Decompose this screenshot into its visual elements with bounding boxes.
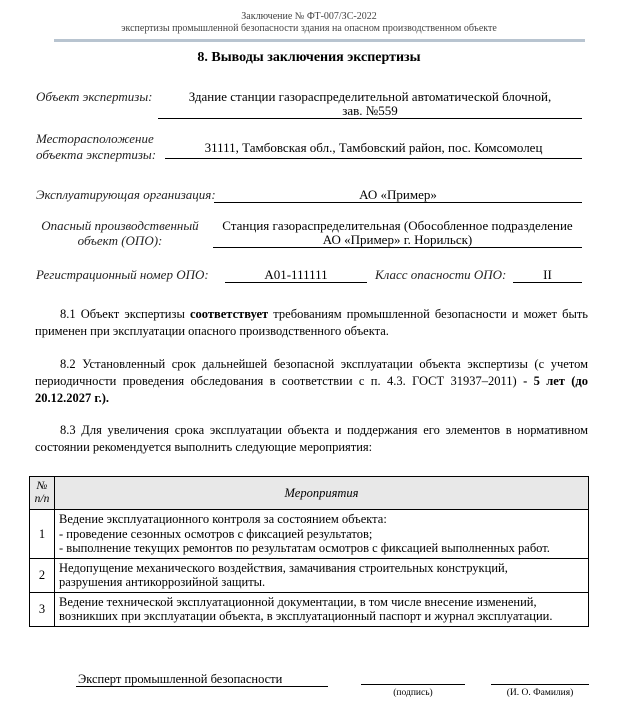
row-number: 3 [30, 592, 55, 626]
hazard-class-label: Класс опасности ОПО: [375, 267, 507, 282]
p1-bold: соответствует [189, 307, 269, 321]
row-text [55, 558, 589, 592]
opo-label-line1: Опасный производственный [41, 218, 199, 233]
document-header-line1: Заключение № ФТ-007/ЗС-2022 [241, 11, 377, 22]
location-label-line1: Месторасположение [36, 131, 154, 146]
row-line: - выполнение текущих ремонтов по результатам осмотров с фиксацией выполненных работ. [59, 541, 550, 555]
object-label: Объект экспертизы: [36, 89, 153, 104]
p2-prefix: 8.2 Установленный срок дальнейшей безопасной эксплуатации объекта экспертизы (с учетом периодичности проведения обследования в соответствии с п. 4.3. ГОСТ 31937–2011) [35, 357, 588, 388]
signature-caption: (подпись) [393, 688, 433, 698]
table-header-row [30, 477, 589, 510]
row-line: возникших при эксплуатации объекта, в эксплуатационный паспорт и журнал эксплуатации. [59, 609, 553, 623]
row-line: Недопущение механического воздействия, замачивания строительных конструкций, [59, 560, 508, 575]
header-divider [54, 39, 585, 42]
p1-suffix: требованиям промышленной безопасности и может быть применен при эксплуатации опасного производственного объекта. [35, 307, 588, 338]
reg-number-value: А01-111111 [225, 267, 367, 283]
object-value-line2: зав. №559 [158, 103, 582, 119]
operator-value: АО «Пример» [214, 187, 582, 203]
row-line: Ведение эксплуатационного контроля за состоянием объекта: [59, 512, 387, 526]
paragraph-8-2 [35, 356, 588, 407]
paragraph-8-3: 8.3 Для увеличения срока эксплуатации объекта и поддержания его элементов в нормативном состоянии рекомендуется выполнить следующие мероприятия: [35, 423, 588, 454]
expert-role: Эксперт промышленной безопасности [78, 672, 283, 686]
row-line: Ведение технической эксплуатационной документации, в том числе внесение изменений, [59, 594, 537, 609]
signature-line [361, 684, 465, 685]
row-text [55, 510, 589, 559]
paragraph-8-1 [35, 306, 588, 340]
reg-number-label: Регистрационный номер ОПО: [36, 267, 209, 282]
object-value-line1: Здание станции газораспределительной автоматической блочной, [188, 89, 552, 104]
hazard-class-value: II [513, 267, 582, 283]
row-number: 1 [30, 510, 55, 559]
row-text [55, 592, 589, 626]
document-header-line2: экспертизы промышленной безопасности здания на опасном производственном объекте [121, 23, 497, 34]
row-line: - проведение сезонных осмотров с фиксацией результатов; [59, 526, 373, 541]
col-measure-header: Мероприятия [55, 477, 589, 510]
opo-value-line1: Станция газораспределительная (Обособленное подразделение [222, 218, 573, 233]
row-line: разрушения антикоррозийной защиты. [59, 575, 266, 589]
opo-value-line2: АО «Пример» г. Норильск) [213, 232, 582, 248]
table-row [30, 510, 589, 559]
col-num-header: № п/п [30, 477, 55, 510]
location-label-line2: объекта экспертизы: [36, 147, 157, 162]
p1-prefix: 8.1 Объект экспертизы [60, 307, 190, 321]
table-row [30, 592, 589, 626]
p2-bold: - 5 лет (до 20.12.2027 г.). [35, 374, 588, 405]
name-line [491, 684, 589, 685]
location-value: 31111, Тамбовская обл., Тамбовский район, пос. Комсомолец [165, 140, 582, 159]
section-title: 8. Выводы заключения экспертизы [197, 50, 421, 65]
opo-label-line2: объект (ОПО): [77, 233, 163, 248]
role-underline [76, 686, 328, 687]
row-number: 2 [30, 558, 55, 592]
operator-label: Эксплуатирующая организация: [36, 187, 216, 202]
name-caption: (И. О. Фамилия) [506, 688, 574, 698]
measures-table [29, 476, 589, 627]
table-row [30, 558, 589, 592]
